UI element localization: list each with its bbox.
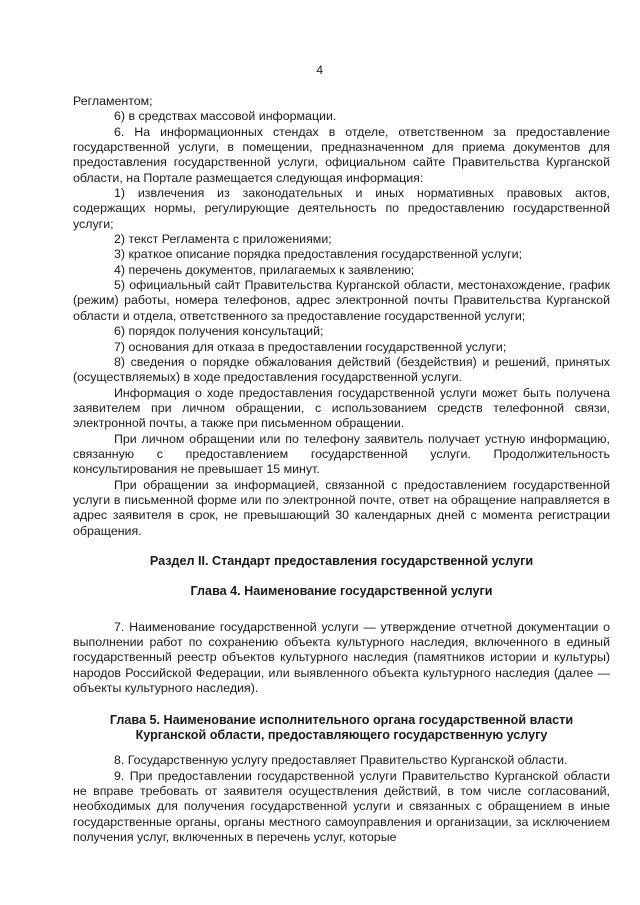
- paragraph: При обращении за информацией, связанной с предоставлением государственной услуги в письменной форме или по электронной почте, ответ на обращение направляется в адрес заявителя в срок, не превышающий 30 календарных дней с момента регистрации обращения.: [73, 477, 610, 538]
- chapter-heading: Глава 4. Наименование государственной услуги: [190, 584, 493, 599]
- paragraph: 8) сведения о порядке обжалования действий (бездействия) и решений, принятых (осуществляемых) в ходе предоставления государственной услуги.: [73, 354, 610, 385]
- section-heading: Раздел II. Стандарт предоставления государственной услуги: [149, 553, 534, 568]
- paragraph: 2) текст Регламента с приложениями;: [114, 232, 332, 247]
- page-number: 4: [316, 63, 324, 77]
- paragraph: 7. Наименование государственной услуги — утверждение отчетной документации о выполнении работ по сохранению объекта культурного наследия, включенного в единый государственный реестр объектов культурного наследия (памятников истории и культуры) народов Российской Федерации, или выявленного объекта культурного наследия (далее — объекты культурного наследия).: [73, 619, 610, 696]
- paragraph: 6. На информационных стендах в отделе, ответственном за предоставление государственной услуги, в помещении, предназначенном для приема документов для предоставления государственной услуги, официальном сайте Правительства Курганской области, на Портале размещается следующая информация:: [73, 124, 610, 185]
- paragraph: 6) в средствах массовой информации.: [114, 109, 337, 124]
- paragraph: При личном обращении или по телефону заявитель получает устную информацию, связанную с предоставлением государственной услуги. Продолжительность консультирования не превышает 15 минут.: [73, 431, 610, 477]
- paragraph: 1) извлечения из законодательных и иных нормативных правовых актов, содержащих нормы, регулирующие деятельность по предоставлению государственной услуги;: [73, 186, 610, 231]
- paragraph: 5) официальный сайт Правительства Курганской области, местонахождение, график (режим) работы, номера телефонов, адрес электронной почты Правительства Курганской области и отдела, ответственного за предоставление государственной услуги;: [73, 278, 610, 323]
- paragraph: Регламентом;: [73, 94, 153, 108]
- paragraph: 8. Государственную услугу предоставляет Правительство Курганской области.: [114, 753, 568, 768]
- paragraph: 4) перечень документов, прилагаемых к заявлению;: [114, 262, 415, 277]
- paragraph: 9. При предоставлении государственной услуги Правительство Курганской области не вправе требовать от заявителя осуществления действий, в том числе согласований, необходимых для получения государственной услуги и связанных с обращением в иные государственные органы, органы местного самоуправления и организации, за исключением получения услуг, включенных в перечень услуг, которые: [73, 768, 610, 845]
- paragraph: 6) порядок получения консультаций;: [114, 324, 324, 339]
- paragraph: 7) основания для отказа в предоставлении государственной услуги;: [114, 339, 507, 354]
- document-body: [73, 94, 610, 845]
- chapter-heading-line: Курганской области, предоставляющего государственную услугу: [135, 727, 548, 742]
- paragraph: Информация о ходе предоставления государственной услуги может быть получена заявителем при личном обращении, с использованием средств телефонной связи, электронной почты, а также при письменном обращении.: [73, 385, 610, 431]
- chapter-heading: [73, 713, 610, 744]
- paragraph: 3) краткое описание порядка предоставления государственной услуги;: [114, 247, 523, 262]
- chapter-heading-line: Глава 5. Наименование исполнительного органа государственной власти: [109, 712, 574, 727]
